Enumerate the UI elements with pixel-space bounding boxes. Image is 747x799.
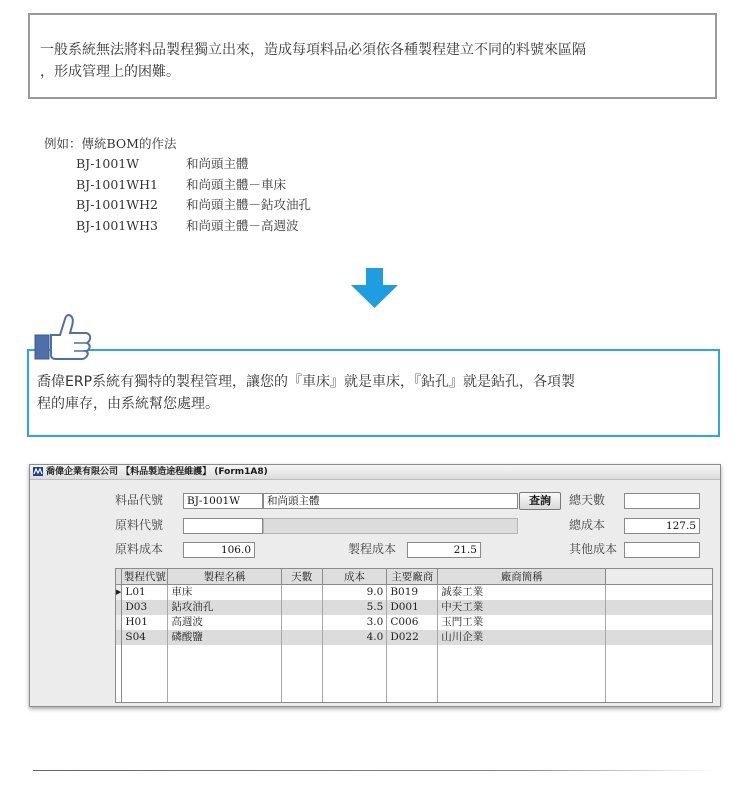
example-row xyxy=(44,154,311,175)
empty-row[interactable] xyxy=(116,675,712,690)
example-name: 和尚頭主體 xyxy=(186,156,249,171)
cost-cell[interactable]: 5.5 xyxy=(322,600,387,615)
process-code-cell[interactable]: L01 xyxy=(122,585,168,601)
process-name-cell[interactable]: 鉆攻油孔 xyxy=(168,600,281,615)
table-row[interactable] xyxy=(116,630,712,645)
column-header[interactable]: 製程代號 xyxy=(123,571,166,583)
cost-cell[interactable]: 9.0 xyxy=(322,585,387,601)
process-name-cell[interactable]: 磷酸鹽 xyxy=(168,630,281,645)
example-code: BJ-1001WH3 xyxy=(76,217,158,233)
other-cost-label: 其他成本 xyxy=(569,542,618,556)
material-code-label: 原料代號 xyxy=(115,518,164,532)
material-cost-field[interactable]: 106.0 xyxy=(183,542,255,558)
blank-cell xyxy=(606,630,712,645)
query-button[interactable]: 查詢 xyxy=(519,492,561,510)
cost-cell[interactable]: 3.0 xyxy=(322,615,387,630)
vendor-cell[interactable]: D001 xyxy=(387,600,438,615)
process-name-cell[interactable]: 車床 xyxy=(168,585,281,601)
intro-line-2: ，形成管理上的困難。 xyxy=(40,64,180,80)
days-cell[interactable] xyxy=(281,630,322,645)
highlight-line-1: 喬偉ERP系統有獨特的製程管理，讓您的『車床』就是車床，『鉆孔』就是鉆孔，各項製 xyxy=(37,374,576,390)
item-code-field[interactable]: BJ-1001W xyxy=(183,493,263,509)
other-cost-field[interactable] xyxy=(624,542,700,558)
intro-box xyxy=(28,13,717,99)
column-header[interactable]: 主要廠商 xyxy=(387,569,438,585)
column-header-blank xyxy=(606,569,712,585)
material-name-field xyxy=(263,518,518,534)
vendor-name-cell[interactable]: 中天工業 xyxy=(438,600,606,615)
example-row xyxy=(44,216,311,237)
intro-text xyxy=(40,39,700,83)
example-name: 和尚頭主體－鉆攻油孔 xyxy=(186,197,312,212)
column-header[interactable]: 成本 xyxy=(322,569,387,585)
process-cost-label: 製程成本 xyxy=(348,542,397,556)
total-cost-label: 總成本 xyxy=(569,518,606,532)
process-code-cell[interactable]: D03 xyxy=(122,600,168,615)
empty-row[interactable] xyxy=(116,690,712,703)
table-row[interactable] xyxy=(116,600,712,615)
window-titlebar xyxy=(30,465,720,480)
total-cost-field[interactable]: 127.5 xyxy=(624,518,700,534)
vendor-cell[interactable]: B019 xyxy=(387,585,438,601)
vendor-cell[interactable]: D022 xyxy=(387,630,438,645)
current-row-indicator-icon: ▶ xyxy=(116,585,122,601)
item-code-label: 料品代號 xyxy=(115,493,164,507)
empty-row[interactable] xyxy=(116,645,712,660)
process-grid[interactable] xyxy=(115,568,713,703)
process-cost-field[interactable]: 21.5 xyxy=(407,542,481,558)
example-row xyxy=(44,195,311,216)
example-code: BJ-1001W xyxy=(76,156,140,171)
days-cell[interactable] xyxy=(281,585,322,601)
erp-window xyxy=(29,464,721,707)
table-row[interactable] xyxy=(116,585,712,601)
process-table xyxy=(116,569,712,703)
material-code-field[interactable] xyxy=(183,518,263,534)
highlight-box xyxy=(27,349,720,437)
example-code: BJ-1001WH1 xyxy=(76,176,158,192)
example-row xyxy=(44,175,311,196)
days-cell[interactable] xyxy=(281,600,322,615)
days-cell[interactable] xyxy=(281,615,322,630)
vendor-name-cell[interactable]: 誠泰工業 xyxy=(438,585,606,601)
example-code: BJ-1001WH2 xyxy=(76,197,158,212)
example-title: 例如：傳統BOM的作法 xyxy=(44,136,177,151)
process-code-cell[interactable]: S04 xyxy=(122,630,168,645)
example-name: 和尚頭主體－高週波 xyxy=(186,217,299,233)
total-days-label: 總天數 xyxy=(569,493,606,507)
footer-divider xyxy=(33,770,721,771)
blank-cell xyxy=(606,600,712,615)
material-cost-label: 原料成本 xyxy=(115,542,164,556)
highlight-line-2: 程的庫存，由系統幫您處理。 xyxy=(37,396,219,412)
item-name-field[interactable]: 和尚頭主體 xyxy=(263,493,518,509)
thumbs-up-icon xyxy=(34,313,92,361)
app-icon xyxy=(33,467,43,476)
vendor-cell[interactable]: C006 xyxy=(387,615,438,630)
intro-line-1: 一般系統無法將料品製程獨立出來，造成每項料品必須依各種製程建立不同的料號來區隔 xyxy=(40,42,586,58)
process-code-cell[interactable]: H01 xyxy=(122,615,168,630)
example-name: 和尚頭主體－車床 xyxy=(186,176,287,192)
table-row[interactable] xyxy=(116,615,712,630)
blank-cell xyxy=(606,585,712,601)
cost-cell[interactable]: 4.0 xyxy=(322,630,387,645)
blank-cell xyxy=(606,615,712,630)
bom-example xyxy=(44,134,311,236)
process-name-cell[interactable]: 高週波 xyxy=(168,615,281,630)
grid-header-row xyxy=(116,569,712,585)
vendor-name-cell[interactable]: 山川企業 xyxy=(438,630,606,645)
down-arrow-icon xyxy=(351,268,398,308)
empty-row[interactable] xyxy=(116,660,712,675)
highlight-text xyxy=(37,371,697,415)
vendor-name-cell[interactable]: 玉門工業 xyxy=(438,615,606,630)
column-header[interactable]: 廠商簡稱 xyxy=(438,569,606,585)
total-days-field[interactable] xyxy=(624,493,700,509)
column-header[interactable]: 天數 xyxy=(281,569,322,585)
column-header[interactable]: 製程名稱 xyxy=(168,569,281,585)
window-title: 喬偉企業有限公司 【料品製造途程維護】 (Form1A8) xyxy=(46,467,268,477)
